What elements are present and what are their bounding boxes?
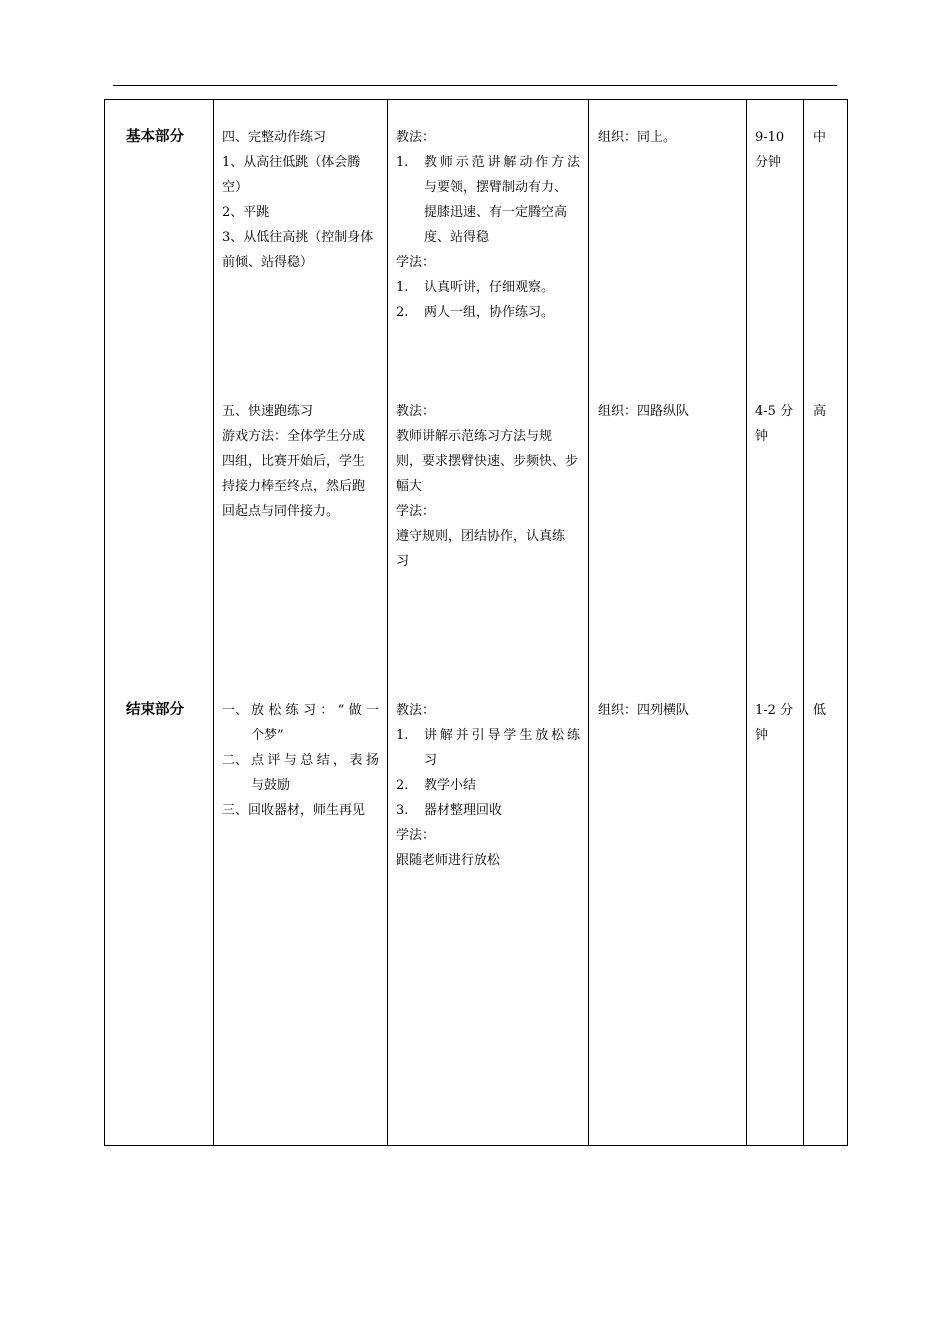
section-label-ending: 结束部分 — [126, 702, 184, 718]
teach-label: 教法： — [396, 404, 436, 419]
content-title: 四、完整动作练习 — [222, 130, 327, 145]
content-item — [222, 698, 379, 748]
item-line: 与要领，摆臂制动有力、 — [424, 180, 568, 195]
method-cell — [396, 698, 580, 873]
content-line: 回起点与同伴接力。 — [222, 504, 340, 519]
item-number: 二、 — [222, 753, 249, 768]
item-line: 器材整理回收 — [424, 803, 503, 818]
item-line: 与鼓励 — [251, 778, 291, 793]
column-divider — [387, 99, 388, 1146]
organization-text: 组织：四列横队 — [598, 703, 690, 718]
time-line: 1-2 分 — [755, 703, 794, 718]
content-line: 2、平跳 — [222, 205, 270, 220]
teach-item — [396, 150, 580, 250]
learn-label: 学法： — [396, 828, 436, 843]
column-divider — [213, 99, 214, 1146]
item-line: 放松练习：“做一 — [251, 703, 379, 718]
content-cell — [222, 698, 379, 823]
item-number: 2. — [396, 778, 409, 793]
method-line: 幅大 — [396, 479, 423, 494]
content-line: 游戏方法：全体学生分成 — [222, 429, 366, 444]
content-line: 3、从低往高挑（控制身体 — [222, 230, 374, 245]
page-header-rule — [113, 85, 837, 86]
column-divider — [803, 99, 804, 1146]
content-line: 空） — [222, 180, 249, 195]
item-line: 讲解并引导学生放松练 — [424, 728, 580, 743]
learn-label: 学法： — [396, 504, 436, 519]
teach-label: 教法： — [396, 703, 436, 718]
item-number: 2. — [396, 305, 409, 320]
teach-item — [396, 798, 580, 823]
time-line: 钟 — [755, 429, 769, 444]
section-label-basic: 基本部分 — [126, 129, 184, 145]
item-number: 1. — [396, 280, 409, 295]
method-line: 遵守规则，团结协作，认真练 — [396, 529, 566, 544]
time-cell — [755, 125, 784, 175]
item-line: 习 — [424, 753, 438, 768]
column-divider — [588, 99, 589, 1146]
item-number: 3. — [396, 803, 409, 818]
item-number: 1. — [396, 155, 409, 170]
item-number: 1. — [396, 728, 409, 743]
time-line: 分钟 — [755, 155, 782, 170]
method-cell — [396, 399, 580, 574]
content-line: 持接力棒至终点，然后跑 — [222, 479, 366, 494]
item-line: 两人一组，协作练习。 — [424, 305, 555, 320]
intensity-text: 中 — [813, 130, 827, 145]
learn-item — [396, 300, 580, 325]
teach-label: 教法： — [396, 130, 436, 145]
column-divider — [746, 99, 747, 1146]
content-line: 四组，比赛开始后，学生 — [222, 454, 366, 469]
organization-text: 组织：同上。 — [598, 130, 677, 145]
item-number: 一、 — [222, 703, 249, 718]
item-line: 教学小结 — [424, 778, 477, 793]
organization-text: 组织：四路纵队 — [598, 404, 690, 419]
content-line: 三、回收器材，师生再见 — [222, 803, 366, 818]
learn-item — [396, 275, 580, 300]
method-line: 则，要求摆臂快速、步频快、步 — [396, 454, 579, 469]
time-line: 4-5 分 — [755, 404, 794, 419]
intensity-text: 高 — [813, 404, 827, 419]
item-line: 提膝迅速、有一定腾空高 — [424, 205, 568, 220]
time-cell — [755, 399, 793, 449]
method-line: 跟随老师进行放松 — [396, 853, 501, 868]
time-cell — [755, 698, 793, 748]
content-line: 1、从高往低跳（体会腾 — [222, 155, 361, 170]
content-cell — [222, 399, 379, 524]
item-line: 度、站得稳 — [424, 230, 490, 245]
method-line: 教师讲解示范练习方法与规 — [396, 429, 553, 444]
content-cell — [222, 125, 379, 275]
learn-label: 学法： — [396, 255, 436, 270]
intensity-text: 低 — [813, 703, 827, 718]
content-title: 五、快速跑练习 — [222, 404, 314, 419]
content-item — [222, 748, 379, 798]
teach-item — [396, 773, 580, 798]
content-line: 前倾、站得稳） — [222, 255, 314, 270]
method-cell — [396, 125, 580, 325]
time-line: 9-10 — [755, 130, 785, 145]
item-line: 个梦” — [251, 728, 284, 743]
item-line: 教师示范讲解动作方法 — [424, 155, 580, 170]
method-line: 习 — [396, 554, 410, 569]
item-line: 认真听讲，仔细观察。 — [424, 280, 555, 295]
time-line: 钟 — [755, 728, 769, 743]
item-line: 点评与总结，表扬 — [251, 753, 379, 768]
teach-item — [396, 723, 580, 773]
